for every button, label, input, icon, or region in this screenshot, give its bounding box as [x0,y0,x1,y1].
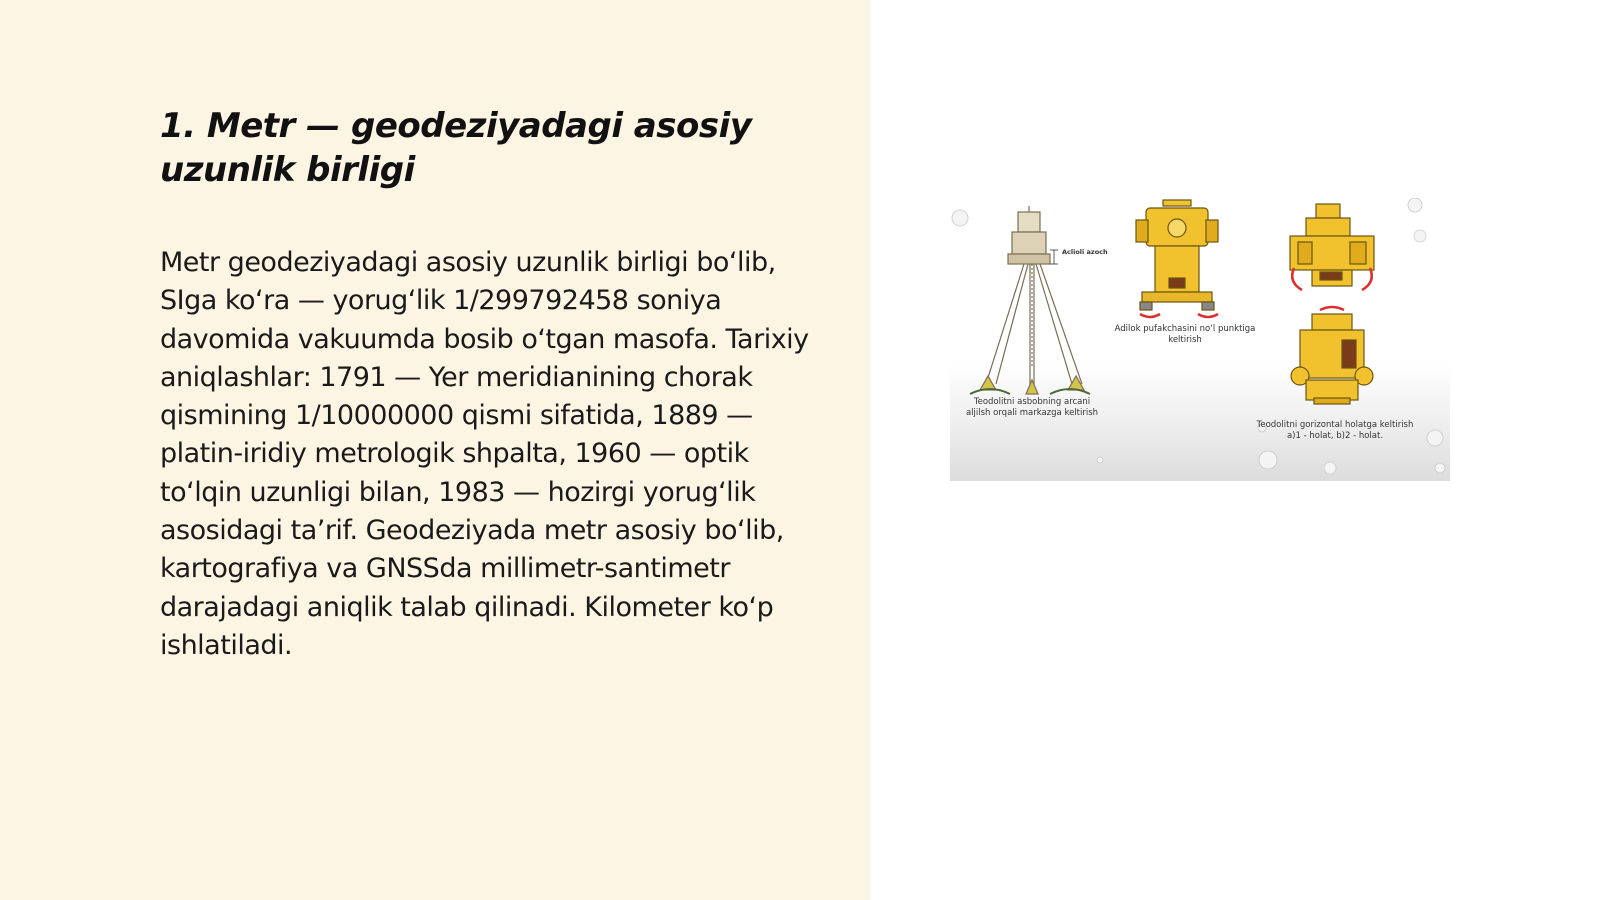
tripod-theodolite [970,206,1090,394]
yellow-theodolite-top-a [1290,204,1374,286]
tripod-side-label: Aclioli azoch [1062,248,1108,256]
red-arrows-middle [1140,314,1218,317]
yellow-theodolite-front [1136,200,1218,310]
figure-caption-middle: Adilok pufakchasini no‘l punktiga keltirish [1114,324,1256,345]
figure-caption-right: Teodolitni gorizontal holatga keltirish a)1 - holat, b)2 - holat. [1256,420,1414,441]
slide-title: 1. Metr — geodeziyadagi asosiy uzunlik birligi [160,106,752,190]
figure-caption-left: Teodolitni asbobning arcani aljilsh orqali markazga keltirish [965,397,1099,418]
slide-body-text: Metr geodeziyadagi asosiy uzunlik birligi bo‘lib, SIga ko‘ra — yorug‘lik 1/299792458 soniya davomida vakuumda bosib o‘tgan masofa. Tarixiy aniqlashlar: 1791 — Yer meridianining chorak qismining 1/10000000 qismi sifatida, 1889 — platin-iridiy metrologik shpalta, 1960 — optik to‘lqin uzunligi bilan, 1983 — hozirgi yorug‘lik asosidagi ta’rif. Geodeziyada metr asosiy bo‘lib, kartografiya va GNSSda millimetr-santimetr darajadagi aniqlik talab qilinadi. Kilometer ko‘p ishlatiladi. [160,247,809,661]
yellow-theodolite-top-b [1291,314,1373,404]
tripod-label-arrow [1050,250,1058,264]
theodolite-figure [950,198,1450,481]
